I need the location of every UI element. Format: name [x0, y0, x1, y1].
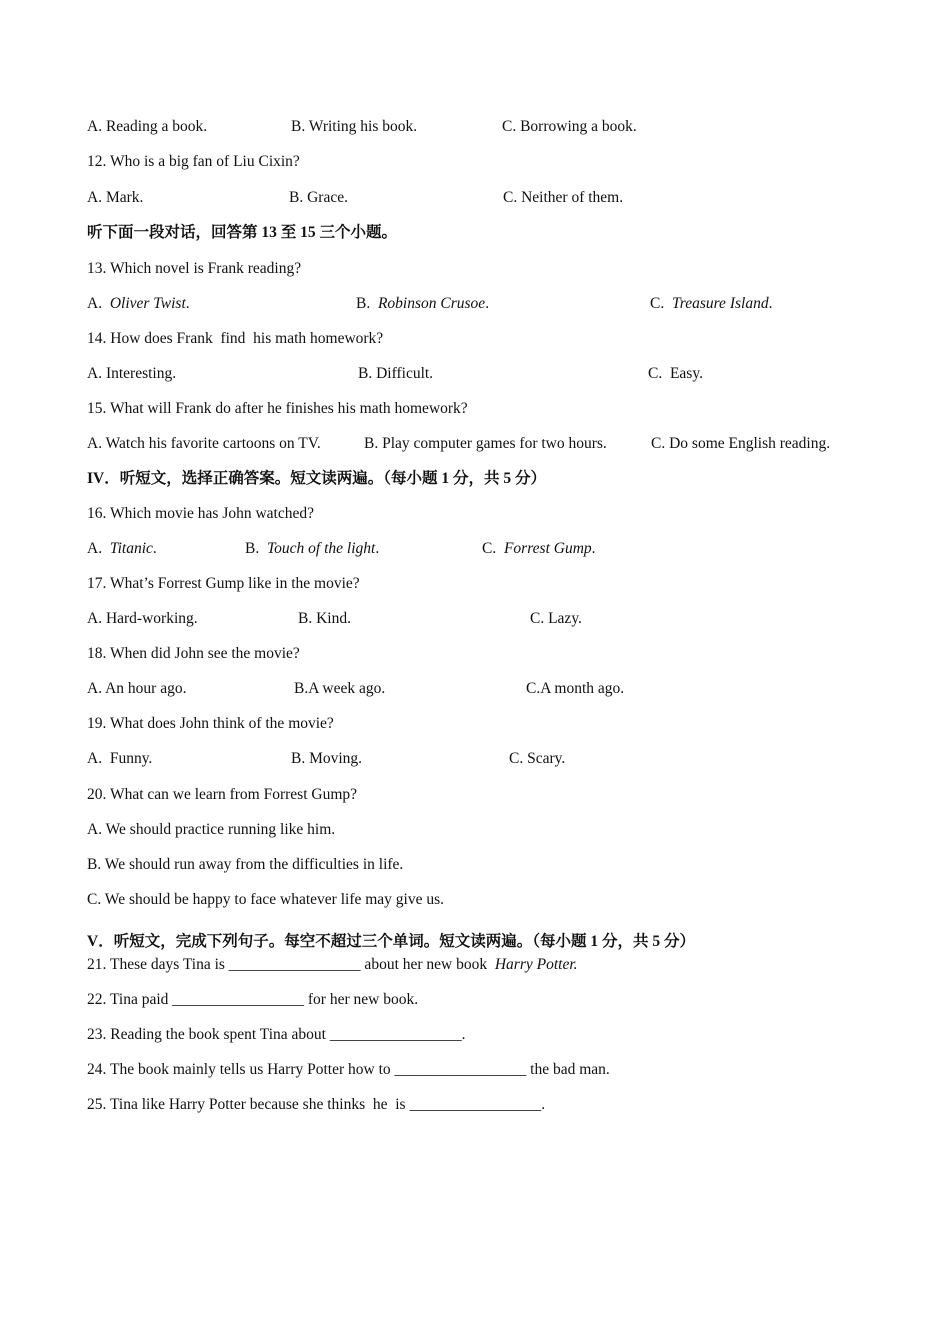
q18-option-b: B.A week ago.: [294, 680, 386, 697]
q20-option-a: A. We should practice running like him.: [87, 821, 336, 838]
q11-option-c: C. Borrowing a book.: [502, 118, 637, 135]
q20-question: 20. What can we learn from Forrest Gump?: [87, 786, 358, 803]
q13-question: 13. Which novel is Frank reading?: [87, 260, 302, 277]
q11-option-a: A. Reading a book.: [87, 118, 208, 135]
q15-option-b: B. Play computer games for two hours.: [364, 435, 607, 452]
q17-option-b: B. Kind.: [298, 610, 351, 627]
q14-option-a: A. Interesting.: [87, 365, 177, 382]
q25: 25. Tina like Harry Potter because she thinks he is _________________.: [87, 1096, 546, 1113]
q16-option-a: A. Titanic.: [87, 540, 157, 557]
q16-option-b: B. Touch of the light.: [245, 540, 380, 557]
q18-option-c: C.A month ago.: [526, 680, 625, 697]
q19-option-c: C. Scary.: [509, 750, 566, 767]
q13-option-a: A. Oliver Twist.: [87, 295, 190, 312]
q16-question: 16. Which movie has John watched?: [87, 505, 314, 522]
q17-question: 17. What’s Forrest Gump like in the movie?: [87, 575, 360, 592]
q14-option-b: B. Difficult.: [358, 365, 434, 382]
q21: 21. These days Tina is _________________ about her new book Harry Potter.: [87, 956, 578, 973]
q11-option-b: B. Writing his book.: [291, 118, 418, 135]
q24: 24. The book mainly tells us Harry Potter how to _________________ the bad man.: [87, 1061, 610, 1078]
q23: 23. Reading the book spent Tina about _________________.: [87, 1026, 466, 1043]
q18-question: 18. When did John see the movie?: [87, 645, 300, 662]
q15-option-c: C. Do some English reading.: [651, 435, 831, 452]
q16-option-c: C. Forrest Gump.: [482, 540, 596, 557]
q13-option-c: C. Treasure Island.: [650, 295, 773, 312]
q20-option-b: B. We should run away from the difficulties in life.: [87, 856, 404, 873]
q20-option-c: C. We should be happy to face whatever life may give us.: [87, 891, 445, 908]
q19-question: 19. What does John think of the movie?: [87, 715, 334, 732]
q13-option-b: B. Robinson Crusoe.: [356, 295, 490, 312]
q12-option-b: B. Grace.: [289, 189, 348, 206]
section-iv-heading: IV．听短文，选择正确答案。短文读两遍。（每小题 1 分，共 5 分）: [87, 470, 546, 487]
q19-option-b: B. Moving.: [291, 750, 363, 767]
q14-option-c: C. Easy.: [648, 365, 703, 382]
q12-option-a: A. Mark.: [87, 189, 144, 206]
q15-option-a: A. Watch his favorite cartoons on TV.: [87, 435, 321, 452]
q15-question: 15. What will Frank do after he finishes his math homework?: [87, 400, 468, 417]
section-13-15-heading: 听下面一段对话，回答第 13 至 15 三个小题。: [87, 224, 398, 241]
q18-option-a: A. An hour ago.: [87, 680, 187, 697]
q12-question: 12. Who is a big fan of Liu Cixin?: [87, 153, 300, 170]
q19-option-a: A. Funny.: [87, 750, 153, 767]
q14-question: 14. How does Frank find his math homework?: [87, 330, 384, 347]
q17-option-a: A. Hard-working.: [87, 610, 198, 627]
q22: 22. Tina paid _________________ for her new book.: [87, 991, 419, 1008]
section-v-heading: V．听短文，完成下列句子。每空不超过三个单词。短文读两遍。（每小题 1 分，共 5 分）: [87, 933, 695, 950]
q12-option-c: C. Neither of them.: [503, 189, 624, 206]
q17-option-c: C. Lazy.: [530, 610, 582, 627]
